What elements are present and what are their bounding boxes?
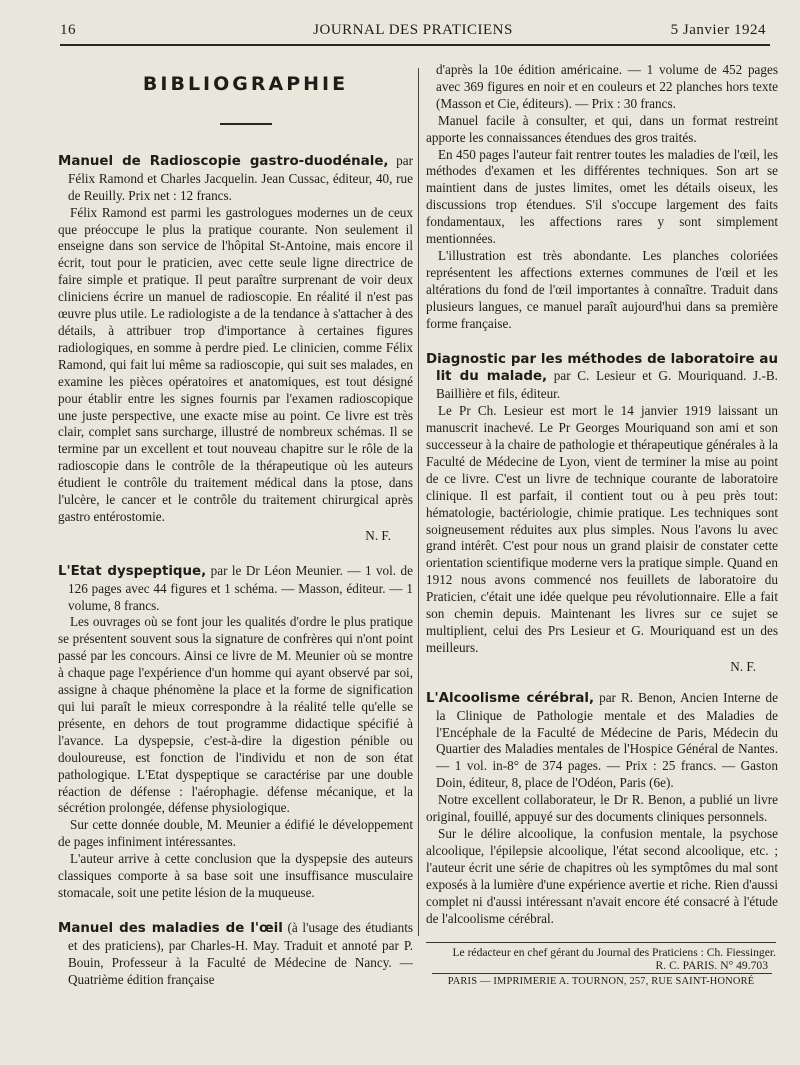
entry-heading	[426, 690, 778, 792]
right-column	[426, 62, 778, 927]
entry-body: En 450 pages l'auteur fait rentrer toutes les maladies de l'œil, les méthodes d'examen et les différentes techniques. Son art se maintient dans de justes limites, omet les détails oiseux, les discussions trop étendues. S'il s'occupe largement des faits fondamentaux, les affections rares y sont simplement mentionnées.	[426, 146, 778, 247]
title-rule	[220, 123, 272, 125]
entry-title: Diagnostic par les méthodes de laboratoire au lit du malade,	[426, 351, 778, 385]
editor-credit-line: Le rédacteur en chef gérant du Journal des Praticiens : Ch. Fiessinger.	[452, 946, 776, 959]
entry-body: L'auteur arrive à cette conclusion que la dyspepsie des auteurs classiques comporte à sa base soit une insuffisance musculaire stomacale, soit une petite lésion de la muqueuse.	[58, 851, 413, 900]
footer-rule	[432, 973, 772, 974]
entry-title: L'Etat dyspeptique,	[58, 563, 207, 579]
entry-meta: (à l'usage des étudiants et des praticiens), par Charles-H. May. Traduit et annoté par P. Bouin, Professeur à la Faculté de Médecine de Nancy. — Quatrième édition française	[68, 919, 413, 987]
entry-title: Manuel de Radioscopie gastro-duodénale,	[58, 153, 389, 169]
entry-signature: N. F.	[730, 658, 756, 674]
entry-body: Sur le délire alcoolique, la confusion mentale, la psychose alcoolique, l'épilepsie alcoolique, l'état second alcoolique, etc. ; l'auteur écrit une série de chapitres où les symptômes du mal sont exposés à la lumière d'une expérience avertie et riche. Rien d'aussi complet ni d'aussi intéressant n'avait encore été consacré à l'étude de l'alcoolisme cérébral.	[426, 825, 778, 926]
entry-meta-continued: d'après la 10e édition américaine. — 1 volume de 452 pages avec 369 figures en noir et en couleurs et 22 planches hors texte (Masson et Cie, éditeurs). — Prix : 30 francs.	[436, 62, 778, 111]
issue-date: 5 Janvier 1924	[670, 22, 766, 38]
column-divider	[418, 68, 419, 936]
page-number: 16	[60, 22, 76, 38]
footer-rule	[426, 942, 776, 943]
entry-meta: par C. Lesieur et G. Mouriquand. J.-B. Baillière et fils, éditeur.	[436, 368, 778, 402]
registration-number: R. C. PARIS. N° 49.703	[655, 959, 768, 972]
entry-heading	[58, 563, 413, 615]
entry-body: Les ouvrages où se font jour les qualités d'ordre le plus pratique se présentent souvent sous la signature de confrères qui n'ont point passé par les concours. Ainsi ce livre de M. Meunier où se montre à chaque page l'expérience d'un homme qui ayant observé par soi, assigne à chaque phénomène la place et la forme de signification qui lui paraît le mieux correspondre à la réalité telle qu'elle se présente, en dehors de tout programme didactique spécifié à l'avance. La dyspepsie, c'est-à-dire la digestion pénible ou douloureuse, est fonction de l'individu et non de son état pathologique. L'Etat dyspeptique se caractérise par une double réaction de défense : l'aérophagie. défense mécanique, et la sécrétion prolongée, défense physiologique.	[58, 614, 413, 816]
entry-signature: N. F.	[365, 527, 391, 543]
entry-meta: par Félix Ramond et Charles Jacquelin. Jean Cussac, éditeur, 40, rue de Reuilly. Prix net : 12 francs.	[68, 152, 413, 203]
entry-heading	[426, 351, 778, 404]
editor-credit	[426, 946, 776, 972]
entry-body: L'illustration est très abondante. Les planches coloriées représentent les affections externes communes de l'œil et les altérations du fond de l'œil importantes à connaître. Traduit dans plusieurs langues, ce manuel paraît aujourd'hui dans sa première forme française.	[426, 247, 778, 331]
entry-heading	[58, 920, 413, 989]
entry-body: Le Pr Ch. Lesieur est mort le 14 janvier 1919 laissant un manuscrit inachevé. Le Pr Georges Mouriquand son ami et son successeur à la chaire de pathologie et thérapeutique générales à la Faculté de Médecine de Lyon, vient de terminer la mise au point de ce livre. C'est un livre de technique courante de laboratoire clinique. Il est parfait, il contient tout ou à peu près tout: hématologie, bactériologie, chimie pratique. Les techniques sont soigneusement réduites aux plus simples. Nous l'avons lu avec grand intérêt. C'est pour nous un grand plaisir de constater cette orientation scientifique moderne vers la pratique simple. Quand en 1912 nous avons commencé nos feuillets de laboratoire du Praticien, c'était une idée quelque peu révolutionnaire. Elle a fait son chemin depuis. Maintenant les livres sur ce sujet se multiplient, celui des Prs Lesieur et G. Mouriquand est un des meilleurs.	[426, 403, 778, 655]
journal-title: JOURNAL DES PRATICIENS	[313, 22, 513, 38]
entry-body: Notre excellent collaborateur, le Dr R. Benon, a publié un livre original, fouillé, appuyé sur des documents cliniques personnels.	[426, 792, 778, 825]
entry-body: Félix Ramond est parmi les gastrologues modernes un de ceux que préoccupe le plus la pratique courante. Non seulement il enseigne dans son service de l'hôpital St-Antoine, mais encore il écrit, tout pour le praticien, avec cette seule ligne directrice de faire simple et pratique. Il peut paraître surprenant de voir deux cliniciens écrire un manuel de radioscopie. En réalité il n'est pas œuvre plus utile. Le radiologiste a de la tendance à s'attacher à des détails, à attribuer trop d'importance à certaines figures radiologiques, en somme à perdre pied. Le clinicien, comme Félix Ramond, qui fait lui même sa radioscopie, qui suit ses malades, en examine les pièces opératoires et anatomiques, est tout désigné pour établir entre les signes fournis par l'examen radioscopique une juste perspective, une exacte mise au point. Ce livre est très clair, complet sans surcharge, illustré de nombreux schémas. Il se termine par un excellent et tout nouveau chapitre sur le rôle de la radioscopie dans le contrôle de la thérapeutique où les auteurs étudient le contrôle du traitement médical dans la ptose, dans l'ulcère, le cancer et le contrôle du traitement chirurgical après gastro entérostomie.	[58, 204, 413, 524]
entry-body: Manuel facile à consulter, et qui, dans un format restreint apporte les connaissances étendues des gros traités.	[426, 112, 778, 145]
running-header	[60, 22, 766, 42]
header-rule	[60, 44, 770, 46]
entry-meta: par le Dr Léon Meunier. — 1 vol. de 126 pages avec 44 figures et 1 schéma. — Masson, éditeur. — 1 volume, 8 francs.	[68, 562, 413, 613]
entry-title: L'Alcoolisme cérébral,	[426, 690, 595, 706]
entry-body: Sur cette donnée double, M. Meunier a édifié le développement de pages infiniment intéressantes.	[58, 817, 413, 850]
entry-meta: par R. Benon, Ancien Interne de la Clinique de Pathologie mentale et des Maladies de l'Encéphale de la Faculté de Médecine de Paris, Médecin du Quartier des Maladies mentales de l'Hospice Général de Nantes. — 1 vol. in-8° de 374 pages. — Prix : 25 francs. — Gaston Doin, éditeur, 8, place de l'Odéon, Paris (6e).	[436, 689, 778, 791]
entry-heading	[58, 153, 413, 205]
printer-imprint: PARIS — IMPRIMERIE A. TOURNON, 257, RUE SAINT-HONORÉ	[447, 976, 755, 987]
left-column	[58, 68, 413, 989]
entry-title: Manuel des maladies de l'œil	[58, 920, 283, 936]
section-title: BIBLIOGRAPHIE	[142, 73, 349, 95]
